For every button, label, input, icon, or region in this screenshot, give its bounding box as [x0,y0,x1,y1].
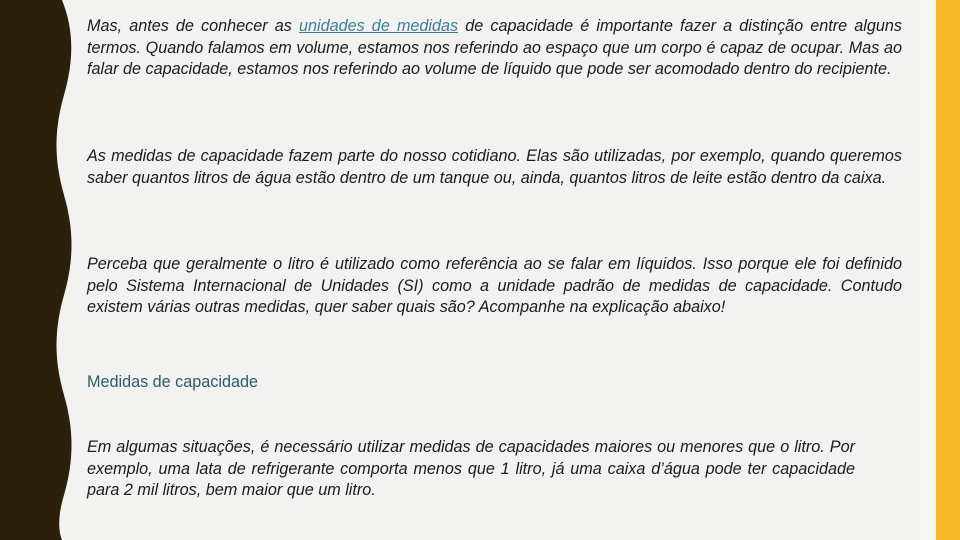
right-margin [920,0,936,540]
paragraph-litro: Perceba que geralmente o litro é utilizado como referência ao se falar em líquidos. Isso porque ele foi definido pelo Sistema Internacional de Unidades (SI) como a unidade padrão de medidas de capacidade. Contudo existem várias outras medidas, quer saber quais são? Acompanhe na explicação abaixo! [87,255,902,317]
paragraph-intro-start: Mas, antes de conhecer as [87,17,299,35]
accent-stripe [936,0,960,540]
section-heading: Medidas de capacidade [87,373,258,391]
decorative-wavy-band [0,0,80,540]
unidades-de-medidas-link[interactable]: unidades de medidas [298,17,459,35]
paragraph-intro-rest: de capacidade é importante fazer a distinção entre alguns termos. Quando falamos em volume, estamos nos referindo ao espaço que um corpo é capaz de ocupar. Mas ao falar de capacidade, estamos nos referindo ao volume de líquido que pode ser acomodado dentro do recipiente. [87,17,902,79]
paragraph-intro [87,16,902,81]
paragraph-examples: Em algumas situações, é necessário utilizar medidas de capacidades maiores ou menores que o litro. Por exemplo, uma lata de refrigerante comporta menos que 1 litro, já uma caixa d’água pode ter capacidade para 2 mil litros, bem maior que um litro. [87,438,855,500]
paragraph-everyday: As medidas de capacidade fazem parte do nosso cotidiano. Elas são utilizadas, por exemplo, quando queremos saber quantos litros de água estão dentro de um tanque ou, ainda, quantos litros de leite estão dentro da caixa. [87,147,902,187]
